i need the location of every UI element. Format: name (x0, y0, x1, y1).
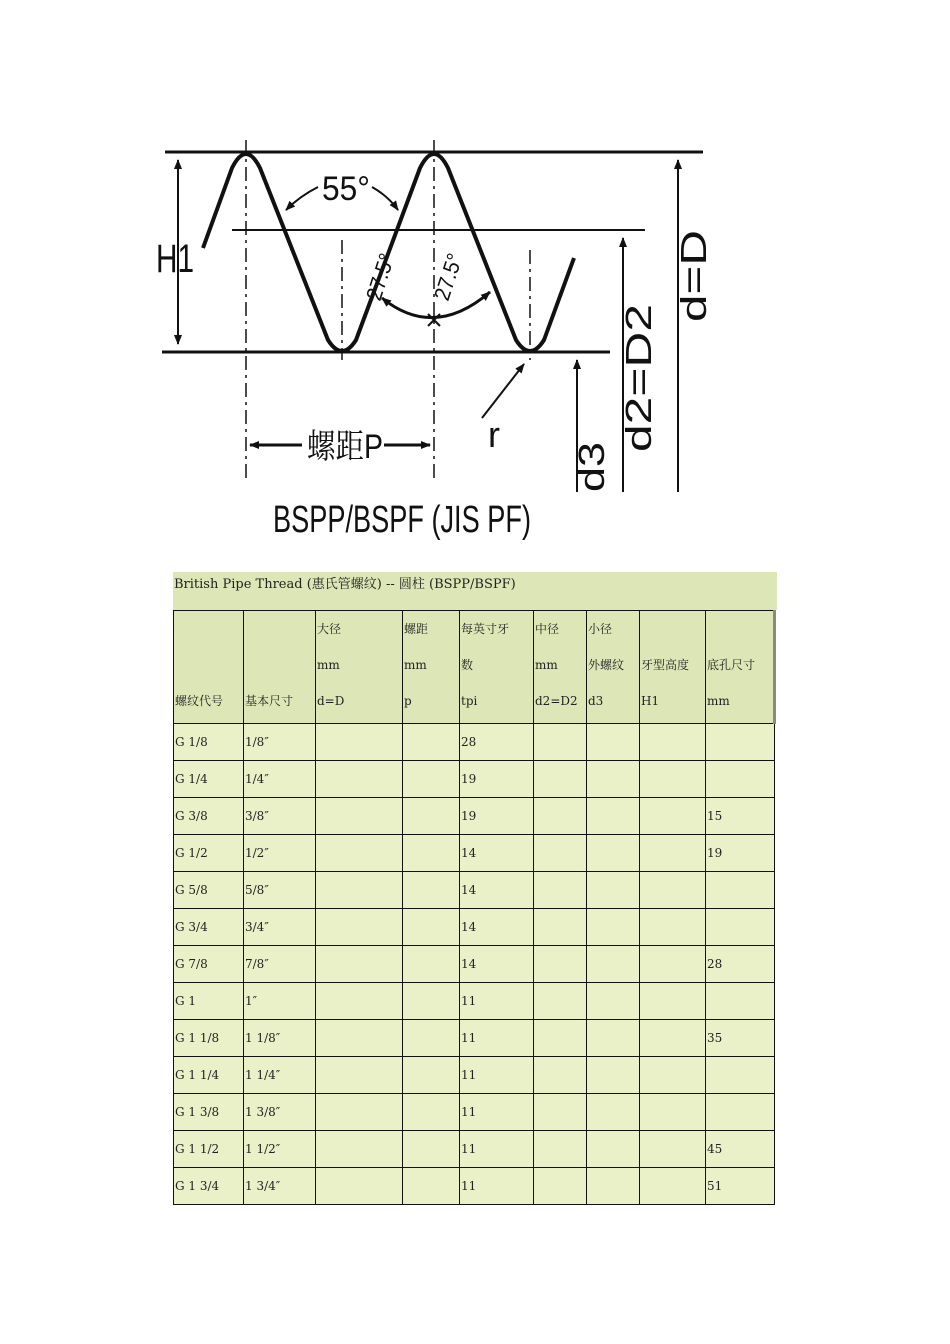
table-cell (534, 1094, 587, 1131)
table-cell (640, 1094, 706, 1131)
table-row (174, 1131, 775, 1168)
table-cell (640, 761, 706, 798)
table-cell: G 3/4 (174, 909, 244, 946)
table-cell (587, 909, 640, 946)
header-cell (403, 611, 460, 724)
table-cell: G 1 (174, 983, 244, 1020)
table-cell (316, 1057, 403, 1094)
table-cell (316, 761, 403, 798)
table-cell (316, 1131, 403, 1168)
table-cell (316, 983, 403, 1020)
table-cell: 11 (460, 1094, 534, 1131)
table-cell: 1 1/2″ (244, 1131, 316, 1168)
table-cell: G 3/8 (174, 798, 244, 835)
table-header-row (174, 611, 775, 724)
table-cell: 1 3/8″ (244, 1094, 316, 1131)
table-caption: British Pipe Thread (惠氏管螺纹) -- 圆柱 (BSPP/BSPF) (173, 572, 777, 610)
table-cell (587, 1168, 640, 1205)
table-cell: G 1 1/2 (174, 1131, 244, 1168)
table-cell: 19 (460, 798, 534, 835)
thread-profile (203, 154, 574, 351)
table-cell (640, 835, 706, 872)
table-cell: 51 (706, 1168, 775, 1205)
table-cell (534, 909, 587, 946)
table-cell (640, 1057, 706, 1094)
table-cell (534, 761, 587, 798)
d2-label: d2=D2 (618, 344, 659, 452)
table-cell (706, 1057, 775, 1094)
table-cell: 11 (460, 1020, 534, 1057)
table-cell (534, 946, 587, 983)
table-cell: 1/4″ (244, 761, 316, 798)
table-cell (316, 909, 403, 946)
table-cell: 19 (460, 761, 534, 798)
header-cell (460, 611, 534, 724)
radius-arrow (482, 364, 524, 418)
table-cell (587, 835, 640, 872)
table-cell (403, 1057, 460, 1094)
table-row (174, 872, 775, 909)
table-row (174, 946, 775, 983)
header-cell (316, 611, 403, 724)
table-cell: 1 1/4″ (244, 1057, 316, 1094)
table-cell: 45 (706, 1131, 775, 1168)
table-cell (403, 761, 460, 798)
header-line (245, 647, 315, 683)
header-line (245, 611, 315, 647)
diagram-caption: BSPP/BSPF (JIS PF) (273, 499, 531, 541)
table-cell (587, 1057, 640, 1094)
table-row (174, 1057, 775, 1094)
header-cell (174, 611, 244, 724)
header-line: p (404, 694, 412, 708)
table-row (174, 983, 775, 1020)
table-cell: G 7/8 (174, 946, 244, 983)
header-line: 螺距 (404, 622, 429, 636)
table-cell (706, 983, 775, 1020)
header-line: 数 (461, 658, 474, 672)
table-cell (587, 761, 640, 798)
table-cell (706, 724, 775, 761)
bspp-thread-profile-diagram (0, 0, 950, 560)
d3-label: d3 (571, 451, 612, 492)
table-cell: 14 (460, 909, 534, 946)
table-cell (534, 1020, 587, 1057)
pitch-label: 螺距P (307, 428, 383, 466)
table-cell (587, 1094, 640, 1131)
header-line: mm (404, 658, 427, 672)
header-line: 螺纹代号 (175, 694, 224, 708)
header-cell (244, 611, 316, 724)
table-cell (316, 946, 403, 983)
table-cell (640, 983, 706, 1020)
header-line: mm (535, 658, 558, 672)
table-cell (403, 798, 460, 835)
table-cell (403, 1168, 460, 1205)
table-cell: 15 (706, 798, 775, 835)
header-line (641, 611, 705, 647)
table-cell: 11 (460, 1168, 534, 1205)
table-cell: 11 (460, 1057, 534, 1094)
table-cell (403, 909, 460, 946)
bspp-spec-table (173, 572, 777, 1205)
header-cell (587, 611, 640, 724)
table-cell (403, 1020, 460, 1057)
header-line: 中径 (535, 622, 560, 636)
header-line: 大径 (317, 622, 342, 636)
header-line: 牙型高度 (641, 658, 690, 672)
table-cell (640, 872, 706, 909)
angle-55-arrow-right (372, 187, 398, 210)
table-cell (706, 872, 775, 909)
table-cell (403, 872, 460, 909)
table-cell: 14 (460, 946, 534, 983)
table-cell (640, 946, 706, 983)
table-cell (316, 724, 403, 761)
table-cell (403, 1131, 460, 1168)
header-line: H1 (641, 694, 660, 708)
table-row (174, 761, 775, 798)
table-row (174, 835, 775, 872)
thread-spec-table (173, 610, 775, 1205)
table-cell (403, 1094, 460, 1131)
table-cell (706, 761, 775, 798)
table-cell: G 1 1/4 (174, 1057, 244, 1094)
header-line: tpi (461, 694, 478, 708)
table-cell (403, 835, 460, 872)
table-row (174, 909, 775, 946)
table-cell: 19 (706, 835, 775, 872)
table-cell (587, 724, 640, 761)
table-cell: G 1 3/4 (174, 1168, 244, 1205)
table-row (174, 1168, 775, 1205)
table-cell: 3/4″ (244, 909, 316, 946)
header-line: d3 (588, 694, 604, 708)
table-cell (587, 946, 640, 983)
table-cell (403, 983, 460, 1020)
header-cell (534, 611, 587, 724)
table-cell (534, 724, 587, 761)
header-line: d=D (317, 694, 345, 708)
table-cell: 7/8″ (244, 946, 316, 983)
radius-label: r (488, 414, 500, 455)
header-line (175, 611, 243, 647)
table-cell (316, 1094, 403, 1131)
table-cell: G 1/2 (174, 835, 244, 872)
table-cell (534, 835, 587, 872)
table-cell (706, 909, 775, 946)
table-cell: 3/8″ (244, 798, 316, 835)
table-cell (534, 798, 587, 835)
table-cell: 1 3/4″ (244, 1168, 316, 1205)
table-cell (316, 872, 403, 909)
table-row (174, 724, 775, 761)
header-line: 小径 (588, 622, 613, 636)
table-cell (534, 983, 587, 1020)
table-cell: 5/8″ (244, 872, 316, 909)
header-line: d2=D2 (535, 694, 578, 708)
table-cell: 1″ (244, 983, 316, 1020)
d-label: d=D (673, 254, 714, 322)
header-line (175, 647, 243, 683)
table-row (174, 1094, 775, 1131)
table-cell: 11 (460, 983, 534, 1020)
table-cell (640, 798, 706, 835)
table-cell: G 5/8 (174, 872, 244, 909)
header-cell (640, 611, 706, 724)
table-cell (640, 1168, 706, 1205)
table-cell (403, 724, 460, 761)
table-cell (534, 1131, 587, 1168)
table-cell: G 1 3/8 (174, 1094, 244, 1131)
table-cell (316, 1020, 403, 1057)
table-cell: 1/8″ (244, 724, 316, 761)
h1-label: H1 (156, 237, 194, 281)
angle-55-arrow-left (286, 187, 318, 210)
table-cell (640, 1020, 706, 1057)
table-cell: G 1 1/8 (174, 1020, 244, 1057)
half-angle-right-label: 27.5° (428, 246, 469, 304)
table-cell (534, 872, 587, 909)
table-cell: 1/2″ (244, 835, 316, 872)
table-cell: 11 (460, 1131, 534, 1168)
header-line: 底孔尺寸 (707, 658, 756, 672)
table-cell: 28 (706, 946, 775, 983)
table-cell: 28 (460, 724, 534, 761)
table-cell (706, 1094, 775, 1131)
table-cell (587, 1020, 640, 1057)
table-cell: 14 (460, 872, 534, 909)
table-cell (587, 983, 640, 1020)
header-line: 外螺纹 (588, 658, 625, 672)
table-row (174, 1020, 775, 1057)
table-cell (587, 1131, 640, 1168)
table-cell: 35 (706, 1020, 775, 1057)
header-line: 每英寸牙 (461, 622, 510, 636)
table-cell: G 1/8 (174, 724, 244, 761)
header-line: 基本尺寸 (245, 694, 294, 708)
table-cell (316, 1168, 403, 1205)
header-line (707, 611, 774, 647)
table-cell (316, 798, 403, 835)
table-row (174, 798, 775, 835)
table-cell (403, 946, 460, 983)
header-line: mm (707, 694, 730, 708)
table-cell (640, 724, 706, 761)
table-header-edge (773, 610, 776, 724)
table-cell (534, 1057, 587, 1094)
table-cell (587, 872, 640, 909)
table-cell: 1 1/8″ (244, 1020, 316, 1057)
table-cell (640, 909, 706, 946)
header-cell (706, 611, 775, 724)
table-cell (316, 835, 403, 872)
header-line: mm (317, 658, 340, 672)
table-cell: G 1/4 (174, 761, 244, 798)
table-cell (640, 1131, 706, 1168)
table-cell (534, 1168, 587, 1205)
angle-55-label: 55° (322, 170, 370, 208)
table-cell (587, 798, 640, 835)
table-cell: 14 (460, 835, 534, 872)
half-angle-left-label: 27.5° (360, 246, 401, 304)
